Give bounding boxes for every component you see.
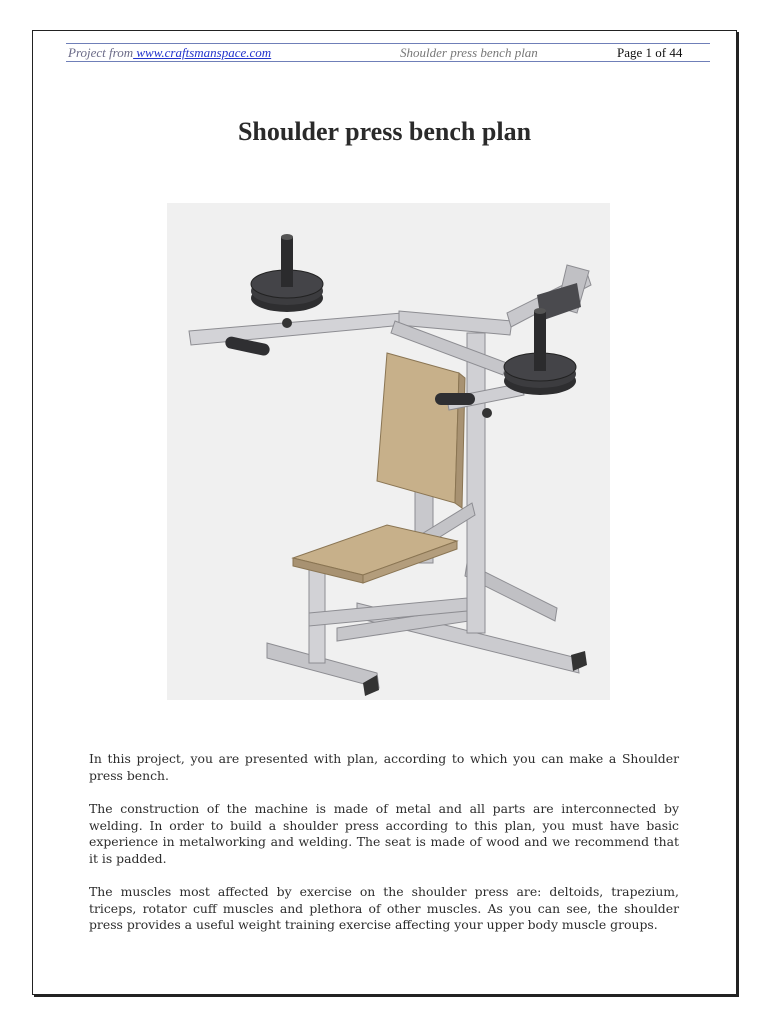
page — [32, 30, 737, 995]
header-prefix: Project from — [68, 45, 134, 60]
shoulder-press-bench-illustration — [167, 203, 610, 700]
bench-drawing — [167, 203, 610, 700]
paragraph-construction: The construction of the machine is made of metal and all parts are interconnected by welding. In order to build a shoulder press according to this plan, you must have basic experience in metalworking and welding. The seat is made of wood and we recommend that it is padded. — [89, 801, 679, 866]
body-text — [89, 751, 679, 951]
paragraph-intro: In this project, you are presented with plan, according to which you can make a Shoulder press bench. — [89, 751, 679, 783]
craftsmanspace-link[interactable]: www.craftsmanspace.com — [133, 45, 272, 60]
weight-plate-left — [251, 234, 323, 328]
header-doc-title: Shoulder press bench plan — [400, 45, 538, 60]
page-number: Page 1 of 44 — [617, 45, 683, 60]
page-header — [66, 43, 710, 62]
page-title: Shoulder press bench plan — [237, 117, 532, 146]
backrest — [377, 353, 465, 508]
header-source — [68, 45, 271, 61]
paragraph-muscles: The muscles most affected by exercise on the shoulder press are: deltoids, trapezium, triceps, rotator cuff muscles and plethora of other muscles. As you can see, the shoulder press provides a useful weight training exercise affecting your upper body muscle groups. — [89, 884, 679, 932]
